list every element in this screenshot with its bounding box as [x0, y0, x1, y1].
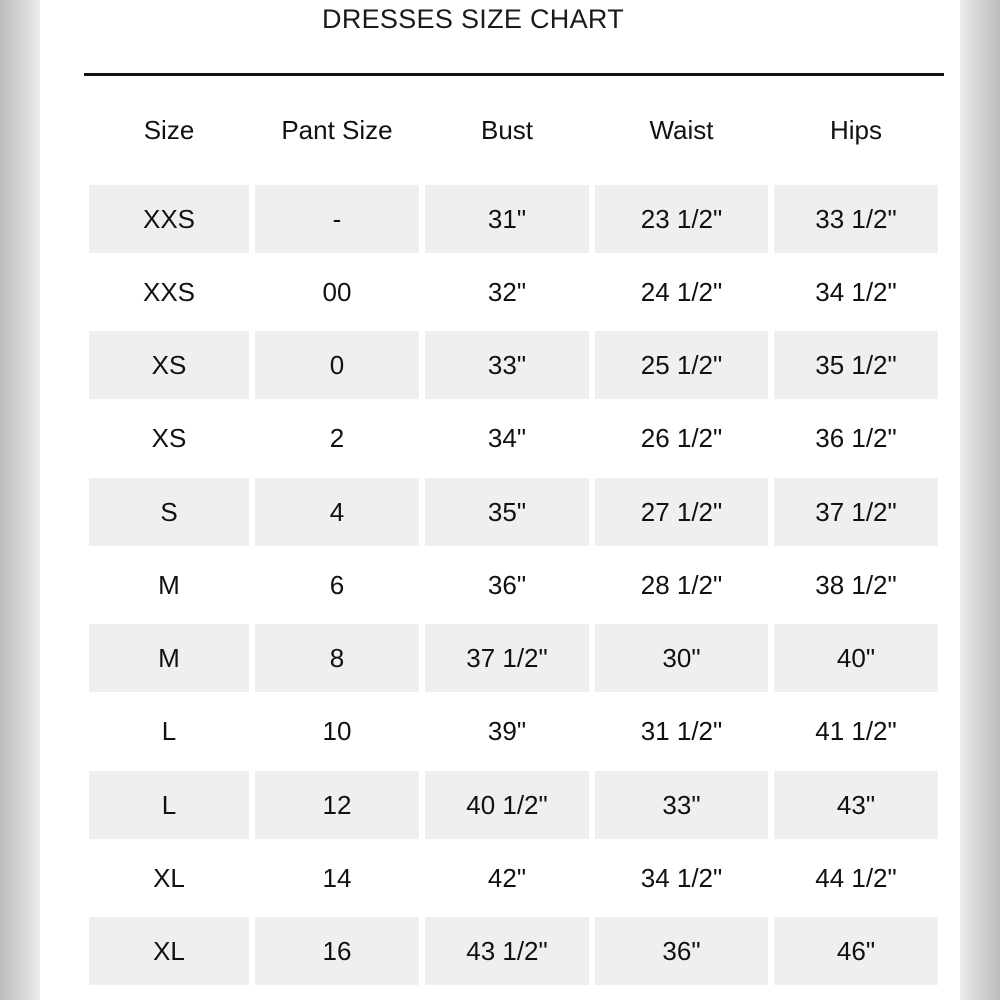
table-header [0, 110, 1000, 150]
size-cell: XS [151, 423, 187, 453]
column-header-bust: Bust [480, 115, 534, 145]
hips-cell: 43" [774, 771, 938, 839]
pant-size-cell: 10 [322, 716, 352, 746]
hips-cell: 34 1/2" [815, 277, 897, 307]
hips-cell: 46" [774, 917, 938, 985]
pant-size-cell: 12 [255, 771, 419, 839]
hips-cell: 40" [774, 624, 938, 692]
waist-cell: 23 1/2" [595, 185, 768, 253]
size-cell: L [161, 716, 177, 746]
column-header-waist: Waist [649, 115, 714, 145]
waist-cell: 33" [595, 771, 768, 839]
waist-cell: 27 1/2" [595, 478, 768, 546]
table-row [0, 185, 1000, 253]
waist-cell: 31 1/2" [640, 716, 723, 746]
waist-cell: 24 1/2" [640, 277, 723, 307]
size-cell: M [89, 624, 249, 692]
waist-cell: 28 1/2" [640, 570, 723, 600]
bust-cell: 43 1/2" [425, 917, 589, 985]
column-header-size: Size [143, 115, 195, 145]
table-row [0, 331, 1000, 399]
table-row [0, 844, 1000, 912]
title-divider [84, 73, 944, 76]
size-cell: XXS [89, 185, 249, 253]
hips-cell: 35 1/2" [774, 331, 938, 399]
size-cell: XS [89, 331, 249, 399]
table-row [0, 404, 1000, 472]
size-cell: XXS [142, 277, 196, 307]
waist-cell: 30" [595, 624, 768, 692]
size-cell: XL [89, 917, 249, 985]
hips-cell: 38 1/2" [815, 570, 897, 600]
hips-cell: 36 1/2" [815, 423, 897, 453]
bust-cell: 42" [487, 863, 527, 893]
pant-size-cell: 14 [322, 863, 352, 893]
pant-size-cell: 4 [255, 478, 419, 546]
table-row [0, 478, 1000, 546]
waist-cell: 25 1/2" [595, 331, 768, 399]
column-header-pant-size: Pant Size [281, 115, 393, 145]
pant-size-cell: 6 [329, 570, 345, 600]
hips-cell: 41 1/2" [815, 716, 897, 746]
hips-cell: 44 1/2" [815, 863, 897, 893]
pant-size-cell: 0 [255, 331, 419, 399]
table-row [0, 917, 1000, 985]
bust-cell: 33" [425, 331, 589, 399]
waist-cell: 26 1/2" [640, 423, 723, 453]
pant-size-cell: 00 [322, 277, 352, 307]
size-cell: S [89, 478, 249, 546]
bust-cell: 35" [425, 478, 589, 546]
bust-cell: 34" [487, 423, 527, 453]
bust-cell: 31" [425, 185, 589, 253]
table-row [0, 771, 1000, 839]
bust-cell: 36" [487, 570, 527, 600]
waist-cell: 34 1/2" [640, 863, 723, 893]
size-cell: M [158, 570, 180, 600]
pant-size-cell: 2 [329, 423, 345, 453]
bust-cell: 32" [487, 277, 527, 307]
size-cell: L [89, 771, 249, 839]
table-row [0, 551, 1000, 619]
bust-cell: 37 1/2" [425, 624, 589, 692]
bust-cell: 39" [487, 716, 527, 746]
bust-cell: 40 1/2" [425, 771, 589, 839]
table-row [0, 697, 1000, 765]
table-row [0, 624, 1000, 692]
pant-size-cell: 16 [255, 917, 419, 985]
pant-size-cell: - [255, 185, 419, 253]
pant-size-cell: 8 [255, 624, 419, 692]
column-header-hips: Hips [829, 115, 882, 145]
table-row [0, 258, 1000, 326]
hips-cell: 33 1/2" [774, 185, 938, 253]
size-cell: XL [153, 863, 185, 893]
hips-cell: 37 1/2" [774, 478, 938, 546]
page-title: DRESSES SIZE CHART [322, 4, 624, 34]
waist-cell: 36" [595, 917, 768, 985]
